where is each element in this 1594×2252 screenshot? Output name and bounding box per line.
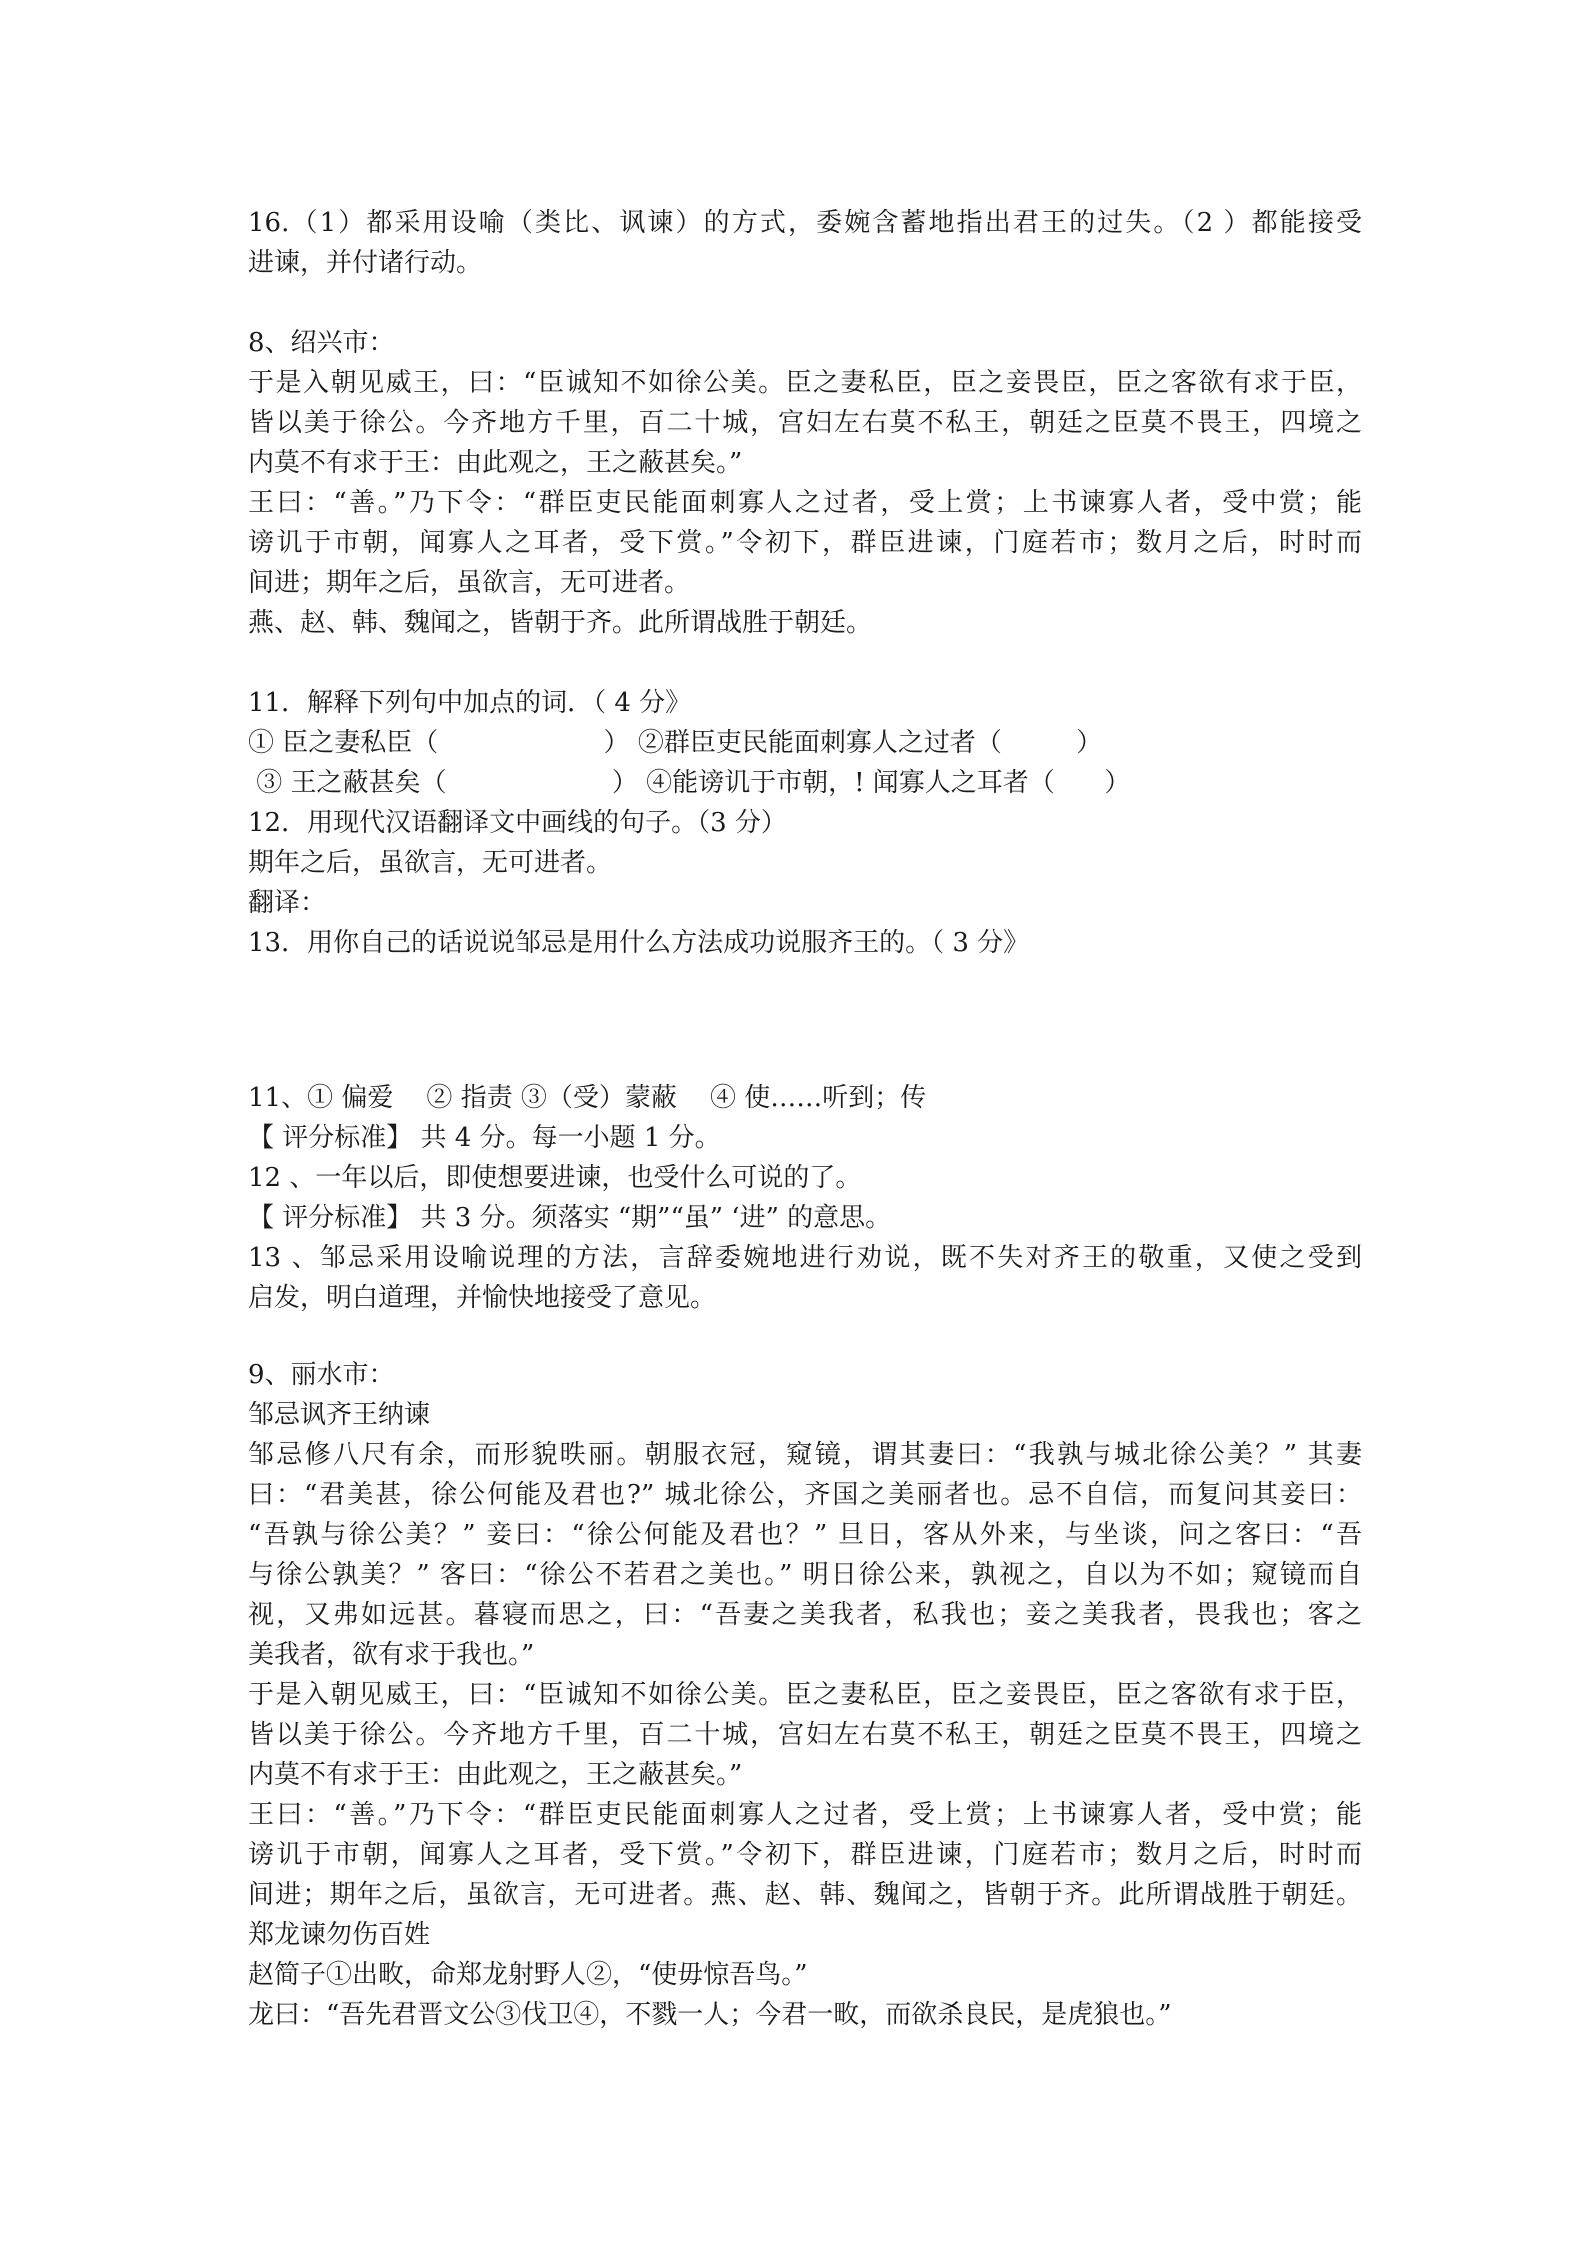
text-line: 进谏，并付诸行动。 bbox=[248, 248, 483, 278]
scoring-12: 【 评分标准】 共 3 分。须落实 “期”“虽” ‘进” 的意思。 bbox=[248, 1203, 892, 1233]
section-heading: 9、丽水市： bbox=[248, 1360, 395, 1390]
text-line: 龙曰：“吾先君晋文公③伐卫④，不戮一人；今君一畋，而欲杀良民，是虎狼也。” bbox=[248, 2000, 1172, 2030]
text-line: 谤讥于市朝，闻寡人之耳者，受下赏。”令初下，群臣进谏，门庭若市；数月之后，时时而 bbox=[248, 528, 1362, 558]
text-line: 王曰：“善。”乃下令：“群臣吏民能面刺寡人之过者，受上赏；上书谏寡人者，受中赏；能 bbox=[248, 488, 1362, 518]
questions-section bbox=[248, 683, 1362, 963]
answers-section bbox=[248, 1078, 1362, 1318]
text-line: 间进；期年之后，虽欲言，无可进者。燕、赵、韩、魏闻之，皆朝于齐。此所谓战胜于朝廷。 bbox=[248, 1880, 1362, 1910]
section-heading: 8、绍兴市： bbox=[248, 328, 395, 358]
text-line: 于是入朝见威王，曰：“臣诚知不如徐公美。臣之妻私臣，臣之妾畏臣，臣之客欲有求于臣， bbox=[248, 1680, 1362, 1710]
text-line: 王曰：“善。”乃下令：“群臣吏民能面刺寡人之过者，受上赏；上书谏寡人者，受中赏；能 bbox=[248, 1800, 1362, 1830]
answer-13-cont: 启发，明白道理，并愉快地接受了意见。 bbox=[248, 1283, 717, 1313]
text-line: 燕、赵、韩、魏闻之，皆朝于齐。此所谓战胜于朝廷。 bbox=[248, 608, 873, 638]
question-13: 13．用你自己的话说说邹忌是用什么方法成功说服齐王的。（ 3 分》 bbox=[248, 928, 1030, 958]
q16-answer bbox=[248, 203, 1362, 283]
text-line: “吾孰与徐公美？” 妾曰：“徐公何能及君也？” 旦日，客从外来，与坐谈，问之客曰：“吾 bbox=[248, 1520, 1362, 1550]
answer-11: 11、① 偏爱 ② 指责 ③（受）蒙蔽 ④ 使……听到；传 bbox=[248, 1083, 927, 1113]
text-line: 曰：“君美甚，徐公何能及君也?” 城北徐公，齐国之美丽者也。忌不自信，而复问其妾曰： bbox=[248, 1480, 1362, 1510]
question-11-row-1: ① 臣之妻私臣（ ） ②群臣吏民能面刺寡人之过者（ ） bbox=[248, 728, 1103, 758]
question-12: 12．用现代汉语翻译文中画线的句子。（3 分） bbox=[248, 808, 787, 838]
text-line: 美我者，欲有求于我也。” bbox=[248, 1640, 535, 1670]
text-line: 间进；期年之后，虽欲言，无可进者。 bbox=[248, 568, 691, 598]
text-line: 邹忌修八尺有余，而形貌昳丽。朝服衣冠，窥镜，谓其妻曰：“我孰与城北徐公美？” 其妻 bbox=[248, 1440, 1362, 1470]
text-line: 与徐公孰美？” 客曰：“徐公不若君之美也。” 明日徐公来，孰视之，自以为不如；窥镜而自 bbox=[248, 1560, 1362, 1590]
text-line: 赵简子①出畋，命郑龙射野人②，“使毋惊吾鸟。” bbox=[248, 1960, 808, 1990]
question-11-row-2: ③ 王之蔽甚矣（ ） ④能谤讥于市朝，! 闻寡人之耳者（ ） bbox=[248, 768, 1131, 798]
scoring-11: 【 评分标准】 共 4 分。每一小题 1 分。 bbox=[248, 1123, 721, 1153]
translate-label: 翻译： bbox=[248, 888, 327, 918]
passage-title: 邹忌讽齐王纳谏 bbox=[248, 1400, 431, 1430]
question-11: 11．解释下列句中加点的词．（ 4 分》 bbox=[248, 688, 692, 718]
text-line: 于是入朝见威王，曰：“臣诚知不如徐公美。臣之妻私臣，臣之妾畏臣，臣之客欲有求于臣， bbox=[248, 368, 1362, 398]
text-line: 视，又弗如远甚。暮寝而思之，曰：“吾妻之美我者，私我也；妾之美我者，畏我也；客之 bbox=[248, 1600, 1362, 1630]
question-12-sentence: 期年之后，虽欲言，无可进者。 bbox=[248, 848, 613, 878]
text-line: 16.（1）都采用设喻（类比、讽谏）的方式，委婉含蓄地指出君王的过失。（2 ）都能接受 bbox=[248, 208, 1362, 238]
answer-13: 13 、邹忌采用设喻说理的方法，言辞委婉地进行劝说，既不失对齐王的敬重，又使之受到 bbox=[248, 1243, 1362, 1273]
passage-title: 郑龙谏勿伤百姓 bbox=[248, 1920, 431, 1950]
text-line: 皆以美于徐公。今齐地方千里，百二十城，宫妇左右莫不私王，朝廷之臣莫不畏王，四境之 bbox=[248, 408, 1362, 438]
text-line: 内莫不有求于王：由此观之，王之蔽甚矣。” bbox=[248, 1760, 743, 1790]
lishui-section bbox=[248, 1355, 1362, 2035]
text-line: 内莫不有求于王：由此观之，王之蔽甚矣。” bbox=[248, 448, 743, 478]
text-line: 谤讥于市朝，闻寡人之耳者，受下赏。”令初下，群臣进谏，门庭若市；数月之后，时时而 bbox=[248, 1840, 1362, 1870]
answer-12: 12 、一年以后，即使想要进谏，也受什么可说的了。 bbox=[248, 1163, 862, 1193]
text-line: 皆以美于徐公。今齐地方千里，百二十城，宫妇左右莫不私王，朝廷之臣莫不畏王，四境之 bbox=[248, 1720, 1362, 1750]
shaoxing-section bbox=[248, 323, 1362, 643]
